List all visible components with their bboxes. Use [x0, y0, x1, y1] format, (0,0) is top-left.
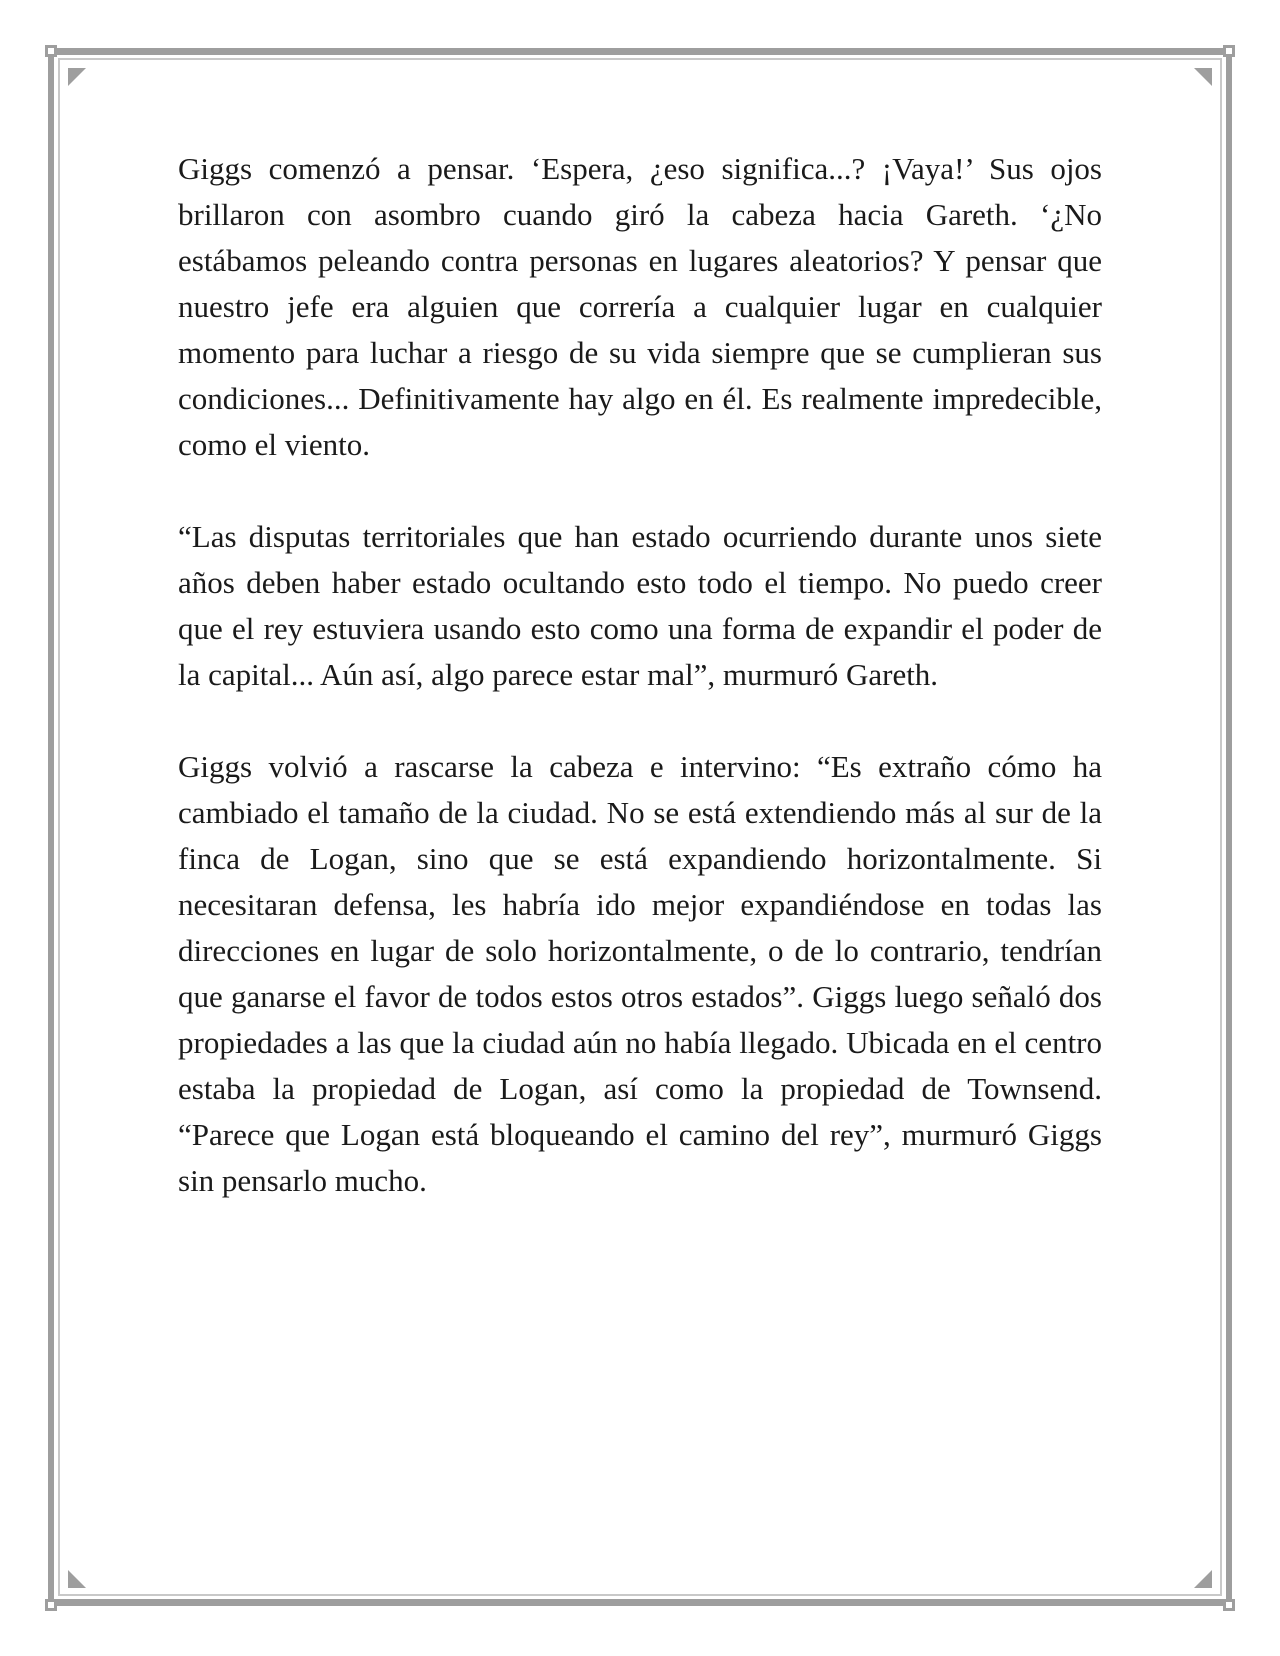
paragraph: “Las disputas territoriales que han estado ocurriendo durante unos siete años deben haber estado ocultando esto todo el tiempo. No puedo creer que el rey estuviera usando esto como una forma de expandir el poder de la capital... Aún así, algo parece estar mal”, murmuró Gareth.	[178, 519, 1102, 692]
corner-triangle-bottom-left	[68, 1570, 86, 1588]
corner-ornament-bottom-left	[45, 1599, 57, 1611]
paragraph: Giggs volvió a rascarse la cabeza e intervino: “Es extraño cómo ha cambiado el tamaño de la ciudad. No se está extendiendo más al sur de la finca de Logan, sino que se está expandiendo horizontalmente. Si necesitaran defensa, les habría ido mejor expandiéndose en todas las direcciones en lugar de solo horizontalmente, o de lo contrario, tendrían que ganarse el favor de todos estos otros estados”. Giggs luego señaló dos propiedades a las que la ciudad aún no había llegado. Ubicada en el centro estaba la propiedad de Logan, así como la propiedad de Townsend. “Parece que Logan está bloqueando el camino del rey”, murmuró Giggs sin pensarlo mucho.	[178, 749, 1102, 1198]
corner-triangle-top-right	[1194, 68, 1212, 86]
paragraph: Giggs comenzó a pensar. ‘Espera, ¿eso significa...? ¡Vaya!’ Sus ojos brillaron con asombro cuando giró la cabeza hacia Gareth. ‘¿No estábamos peleando contra personas en lugares aleatorios? Y pensar que nuestro jefe era alguien que correría a cualquier lugar en cualquier momento para luchar a riesgo de su vida siempre que se cumplieran sus condiciones... Definitivamente hay algo en él. Es realmente impredecible, como el viento.	[178, 151, 1102, 462]
corner-ornament-bottom-right	[1223, 1599, 1235, 1611]
page-body-text	[178, 146, 1102, 1250]
corner-ornament-top-left	[45, 45, 57, 57]
corner-triangle-bottom-right	[1194, 1570, 1212, 1588]
corner-triangle-top-left	[68, 68, 86, 86]
corner-ornament-top-right	[1223, 45, 1235, 57]
